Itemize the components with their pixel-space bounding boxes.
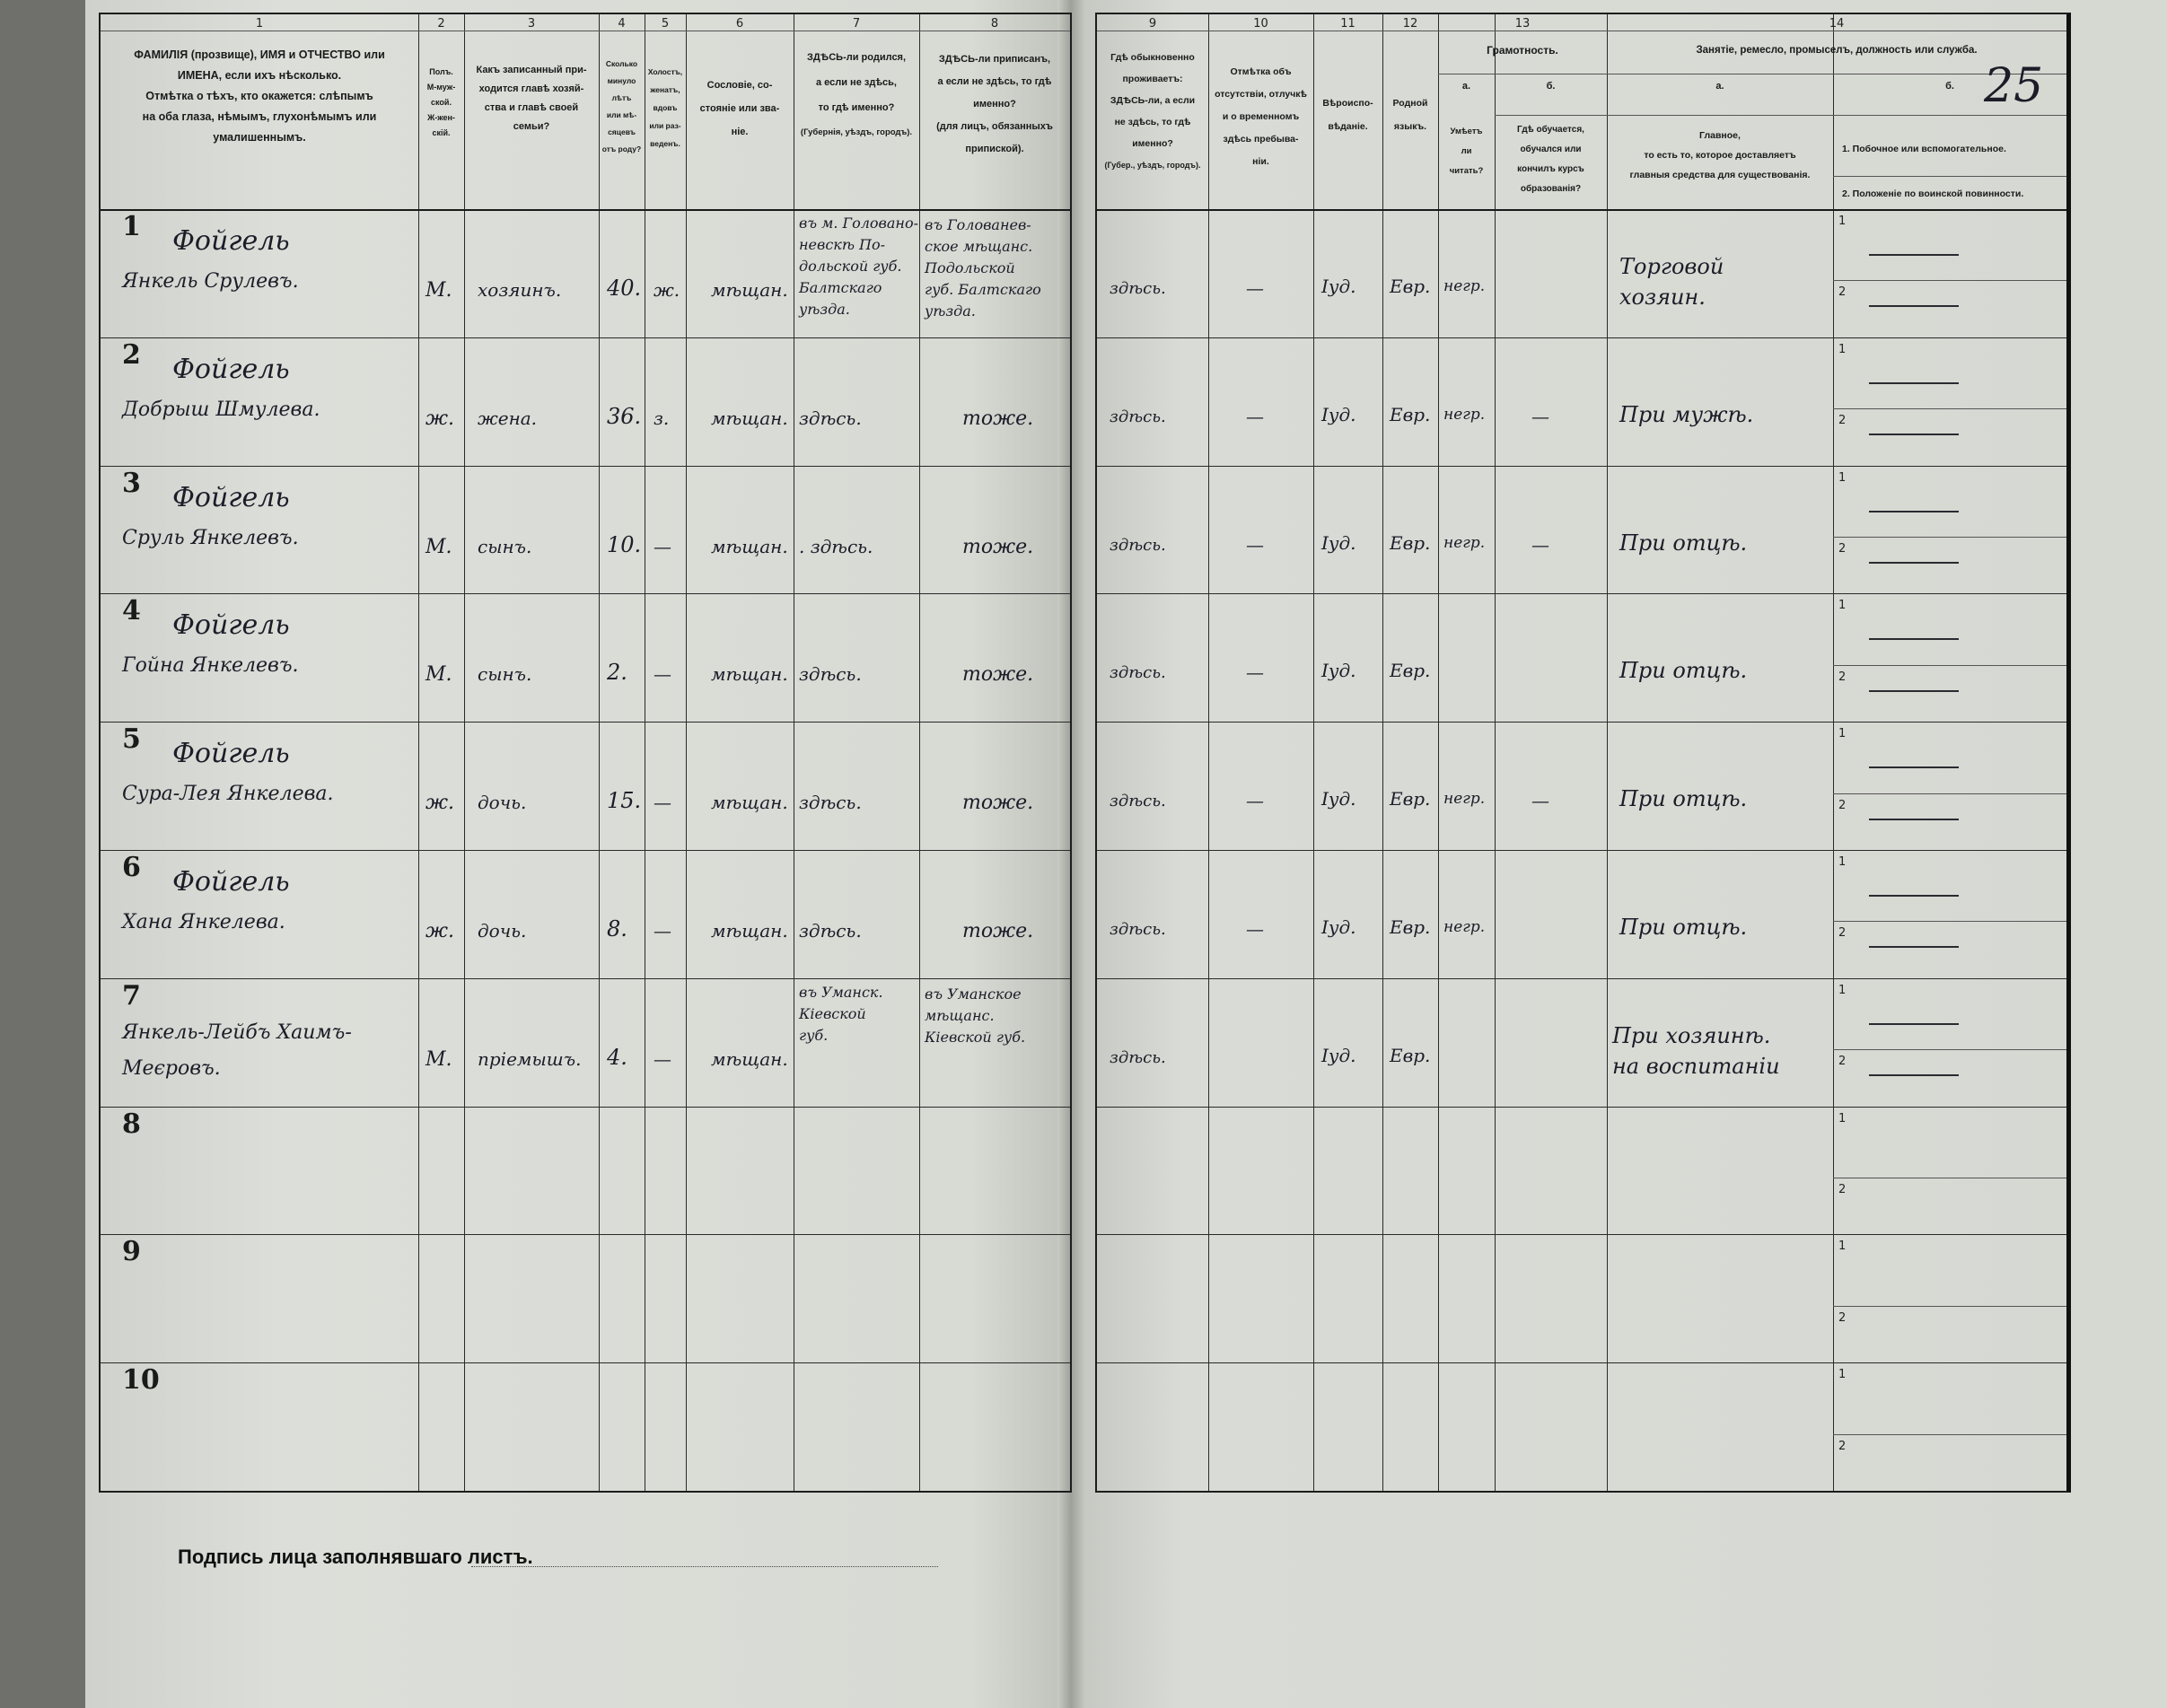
sex: ж. [426,920,455,942]
row-number: 3 [122,467,141,499]
row-divider [101,978,1070,979]
sub-mark: 1 [1838,983,1847,997]
sub-mark: 1 [1838,215,1847,228]
birthplace-line: дольской губ. [799,258,902,275]
sub-mark: 2 [1838,1055,1847,1069]
marital-status: — [654,920,671,942]
occupation-line: При отцѣ. [1619,658,1748,684]
row-divider [101,722,1070,723]
language: Евр. [1390,276,1431,297]
can-read: негр. [1443,533,1486,552]
can-read: негр. [1443,405,1486,424]
header-education: Гдѣ обучается, обучался или кончилъ курсъ образованія? [1517,125,1584,194]
surname: Фойгель [172,866,290,898]
person-name: Хана Янкелева. [122,911,285,933]
age: 40. [607,276,642,301]
estate: мѣщан. [711,279,788,301]
registration-line: ское мѣщанс. [925,238,1033,255]
military-status-dash [1869,305,1959,307]
language: Евр. [1390,916,1431,938]
row-divider [1097,978,2066,979]
residence: здѣсь. [1110,407,1166,426]
row-number: 4 [122,595,141,627]
header-registration: ЗДѢСЬ-ли приписанъ, а если не здѣсь, то гдѣ именно? (для лицъ, обязанныхъ припиской). [936,54,1053,154]
birthplace-line: губ. [799,1026,829,1044]
side-occupation-dash [1869,638,1959,640]
education: — [1531,533,1549,556]
can-read: негр. [1443,277,1486,295]
estate: мѣщан. [711,535,788,557]
language: Евр. [1390,1044,1431,1066]
header-main-occupation: Главное, то есть то, которое доставляетъ главныя средства для существованія. [1629,130,1811,180]
religion: Іуд. [1321,1044,1356,1066]
language: Евр. [1390,788,1431,810]
age: 36. [607,403,642,429]
header-religion: Вѣроиспо- вѣданіе. [1322,98,1373,132]
absence: — [1246,918,1264,940]
row-number: 2 [122,338,141,371]
header-military-status: 2. Положеніе по воинской повинности. [1842,188,2024,199]
census-table-right [1095,13,2071,1493]
relation: дочь. [478,792,527,814]
row-divider [101,337,1070,338]
military-status-dash [1869,690,1959,692]
header-literacy-a: а. [1461,81,1471,92]
sub-mark: 2 [1838,414,1847,428]
relation: сынъ. [478,663,532,686]
sub-row-divider [1833,921,2066,922]
row-divider [1097,722,2066,723]
person-name: Сура-Лея Янкелева. [122,783,334,806]
residence: здѣсь. [1110,920,1166,939]
sub-mark: 1 [1838,470,1847,485]
header-sex: Полъ. М-муж- ской. Ж-жен- скій. [426,67,456,137]
col-number: 5 [661,17,670,31]
estate: мѣщан. [711,920,788,942]
occupation-line: При мужѣ. [1619,401,1754,427]
military-status-dash [1869,946,1959,948]
header-birthplace: ЗДѢСЬ-ли родился, а если не здѣсь, то гдѣ именно? (Губернія, уѣздъ, городъ). [800,52,913,137]
sub-mark: 2 [1838,798,1847,812]
birthplace-line: здѣсь. [799,663,862,686]
marital-status: з. [654,407,670,429]
birthplace-line: въ Уманск. [799,983,883,1001]
birthplace-line: здѣсь. [799,407,862,429]
person-name: Янкель Срулевъ. [122,270,299,293]
estate: мѣщан. [711,792,788,814]
col-number: 7 [852,17,861,31]
religion: Іуд. [1321,788,1356,810]
sub-row-divider [1833,793,2066,794]
birthplace-line: здѣсь. [799,920,862,942]
can-read: негр. [1443,790,1486,809]
sex: ж. [426,792,455,815]
side-occupation-dash [1869,766,1959,768]
col-number: 2 [437,17,445,31]
residence: здѣсь. [1110,663,1166,683]
birthplace-line: Балтскаго [799,279,882,296]
sub-mark: 2 [1838,285,1847,300]
language: Евр. [1390,660,1431,682]
birthplace-line: невскѣ По- [799,236,886,253]
sub-mark: 1 [1838,855,1847,869]
absence: — [1246,790,1264,812]
col-number: 10 [1253,17,1268,31]
surname: Фойгель [172,481,290,513]
header-occupation-b: б. [1945,81,1954,92]
military-status-dash [1869,1074,1959,1076]
marital-status: — [654,663,671,686]
military-status-dash [1869,819,1959,820]
residence: здѣсь. [1110,792,1166,811]
absence: — [1246,405,1264,427]
sub-mark: 1 [1838,1111,1847,1126]
sub-mark: 1 [1838,1368,1847,1382]
registration-line: уѣзда. [925,302,976,320]
age: 15. [607,788,642,814]
surname: Фойгель [172,225,290,257]
registration-line: тоже. [962,663,1034,687]
col-number: 11 [1340,17,1355,31]
relation: пріемышъ. [478,1047,582,1070]
sub-mark: 2 [1838,926,1847,941]
relation: хозяинъ. [478,279,562,301]
absence: — [1246,277,1264,299]
header-age: Сколько минуло лѣтъ или мѣ- сяцевъ отъ роду? [601,59,642,153]
sub-mark: 2 [1838,1439,1847,1453]
row-divider [1097,850,2066,851]
header-side-occupation: 1. Побочное или вспомогательное. [1842,144,2006,154]
person-name-cont: Меєровъ. [122,1056,221,1080]
header-residence: Гдѣ обыкновенно проживаетъ: ЗДѢСЬ-ли, а если не здѣсь, то гдѣ именно? (Губер., уѣздъ, городъ). [1104,52,1201,170]
military-status-dash [1869,434,1959,435]
occupation-line: При отцѣ. [1619,786,1748,812]
can-read: негр. [1443,918,1486,936]
signature-label: Подпись лица заполнявшаго листъ. [178,1546,533,1568]
marital-status: ж. [654,279,680,301]
col-number: 1 [255,17,264,31]
side-occupation-dash [1869,1023,1959,1025]
header-marital: Холостъ, женатъ, вдовъ или раз- веденъ. [647,67,683,148]
header-literacy: Грамотность. [1487,44,1558,57]
sub-row-divider [1833,537,2066,538]
signature-line [471,1566,938,1567]
sub-row-divider [1833,280,2066,281]
row-number: 5 [122,723,141,756]
registration-line: губ. Балтскаго [925,281,1041,298]
census-table-left [99,13,1072,1493]
registration-line: Подольской [925,259,1015,276]
age: 2. [607,660,627,686]
side-occupation-dash [1869,895,1959,897]
birthplace-line: уѣзда. [799,301,850,318]
occupation-line: хозяин. [1619,285,1706,310]
header-occupation-a: а. [1715,81,1724,92]
header-can-read: Умѣетъ ли читать? [1449,127,1484,176]
col-number: 13 [1514,17,1531,31]
education: — [1531,790,1549,812]
page-number: 25 [1984,59,2044,113]
side-occupation-dash [1869,382,1959,384]
col-number: 12 [1402,17,1418,31]
person-name: Гойна Янкелевъ. [122,654,299,678]
surname: Фойгель [172,738,290,770]
sex: ж. [426,407,455,430]
registration-line: въ Голованев- [925,216,1031,233]
header-occupation: Занятіе, ремесло, промыселъ, должность или служба. [1696,45,1978,56]
col-number: 8 [990,17,999,31]
religion: Іуд. [1321,403,1356,425]
residence: здѣсь. [1110,1047,1166,1067]
sub-row-divider [1833,1434,2066,1435]
language: Евр. [1390,403,1431,425]
age: 8. [607,916,627,942]
person-name: Добрыш Шмулева. [122,398,320,421]
age: 4. [607,1044,627,1070]
row-number: 6 [122,852,141,883]
registration-line: тоже. [962,535,1034,558]
occupation-line: При отцѣ. [1619,915,1748,940]
registration-line: мѣщанс. [925,1006,995,1024]
row-divider [101,1234,1070,1235]
person-name: Сруль Янкелевъ. [122,526,299,549]
education: — [1531,405,1549,427]
religion: Іуд. [1321,276,1356,297]
language: Евр. [1390,531,1431,554]
sub-row-divider [1833,665,2066,666]
age: 10. [607,531,642,557]
surname: Фойгель [172,609,290,642]
residence: здѣсь. [1110,535,1166,555]
sub-row-divider [1833,1306,2066,1307]
sub-mark: 1 [1838,599,1847,613]
marital-status: — [654,535,671,557]
sub-mark: 2 [1838,1310,1847,1325]
registration-line: въ Уманское [925,985,1022,1003]
header-literacy-b: б. [1546,81,1556,92]
row-divider [101,1362,1070,1363]
marital-status: — [654,792,671,814]
row-number: 1 [122,211,141,242]
header-relation: Какъ записанный при- ходится главѣ хозяй- ства и главѣ своей семьи? [476,65,587,132]
row-divider [101,850,1070,851]
header-language: Родной языкъ. [1392,98,1428,132]
registration-line: Кіевской губ. [925,1028,1026,1046]
estate: мѣщан. [711,663,788,686]
sub-mark: 2 [1838,542,1847,556]
marital-status: — [654,1047,671,1070]
registration-line: тоже. [962,792,1034,815]
birthplace-line: въ м. Головано- [799,215,918,232]
sub-mark: 2 [1838,1183,1847,1196]
occupation-line: При хозяинѣ. [1612,1022,1771,1048]
row-divider [101,593,1070,594]
col-number: 14 [1829,17,1845,31]
relation: жена. [478,407,538,429]
sex: М. [426,663,452,687]
surname: Фойгель [172,353,290,385]
relation: сынъ. [478,535,532,557]
sub-mark: 1 [1838,727,1847,741]
estate: мѣщан. [711,1047,788,1070]
religion: Іуд. [1321,531,1356,554]
row-divider [1097,1234,2066,1235]
side-occupation-dash [1869,254,1959,256]
col-number: 9 [1148,17,1157,31]
row-number: 10 [122,1364,160,1397]
row-divider [1097,466,2066,467]
header-absence: Отмѣтка объ отсутствіи, отлучкѣ и о временномъ здѣсь пребыва- ніи. [1215,66,1307,167]
sex: М. [426,1047,452,1071]
sub-mark: 1 [1838,1239,1847,1254]
row-number: 9 [122,1236,141,1268]
occupation-line: Торговой [1619,254,1724,279]
person-name: Янкель-Лейбъ Хаимъ- [122,1020,352,1044]
absence: — [1246,661,1264,684]
absence: — [1246,533,1264,556]
row-number: 8 [122,1108,141,1140]
side-occupation-dash [1869,511,1959,512]
header-estate: Сословіе, со- стояніе или зва- ніе. [699,80,780,137]
registration-line: тоже. [962,920,1034,942]
row-number: 7 [122,979,141,1012]
military-status-dash [1869,562,1959,564]
occupation-line: При отцѣ. [1619,530,1748,556]
birthplace-line: . здѣсь. [799,535,873,557]
sub-mark: 2 [1838,670,1847,684]
row-divider [1097,1107,2066,1108]
religion: Іуд. [1321,916,1356,938]
sex: М. [426,279,452,302]
header-name: ФАМИЛІЯ (прозвище), ИМЯ и ОТЧЕСТВО или ИМЕНА, если ихъ нѣсколько. Отмѣтка о тѣхъ, кто окажется: слѣпымъ на оба глаза, нѣмымъ, глухонѣмымъ или умалишеннымъ. [134,48,385,144]
row-divider [1097,1362,2066,1363]
sub-mark: 1 [1838,342,1847,356]
sub-row-divider [1833,408,2066,409]
row-divider [101,466,1070,467]
religion: Іуд. [1321,660,1356,682]
residence: здѣсь. [1110,279,1166,298]
birthplace-line: здѣсь. [799,792,862,814]
estate: мѣщан. [711,407,788,429]
row-divider [1097,593,2066,594]
col-number: 3 [527,17,536,31]
birthplace-line: Кіевской [799,1004,866,1022]
row-divider [1097,337,2066,338]
registration-line: тоже. [962,407,1034,430]
col-number: 6 [735,17,744,31]
occupation-line: на воспитаніи [1612,1053,1780,1079]
col-number: 4 [618,17,626,31]
relation: дочь. [478,920,527,942]
row-divider [101,1107,1070,1108]
sub-row-divider [1833,1049,2066,1050]
sex: М. [426,535,452,558]
